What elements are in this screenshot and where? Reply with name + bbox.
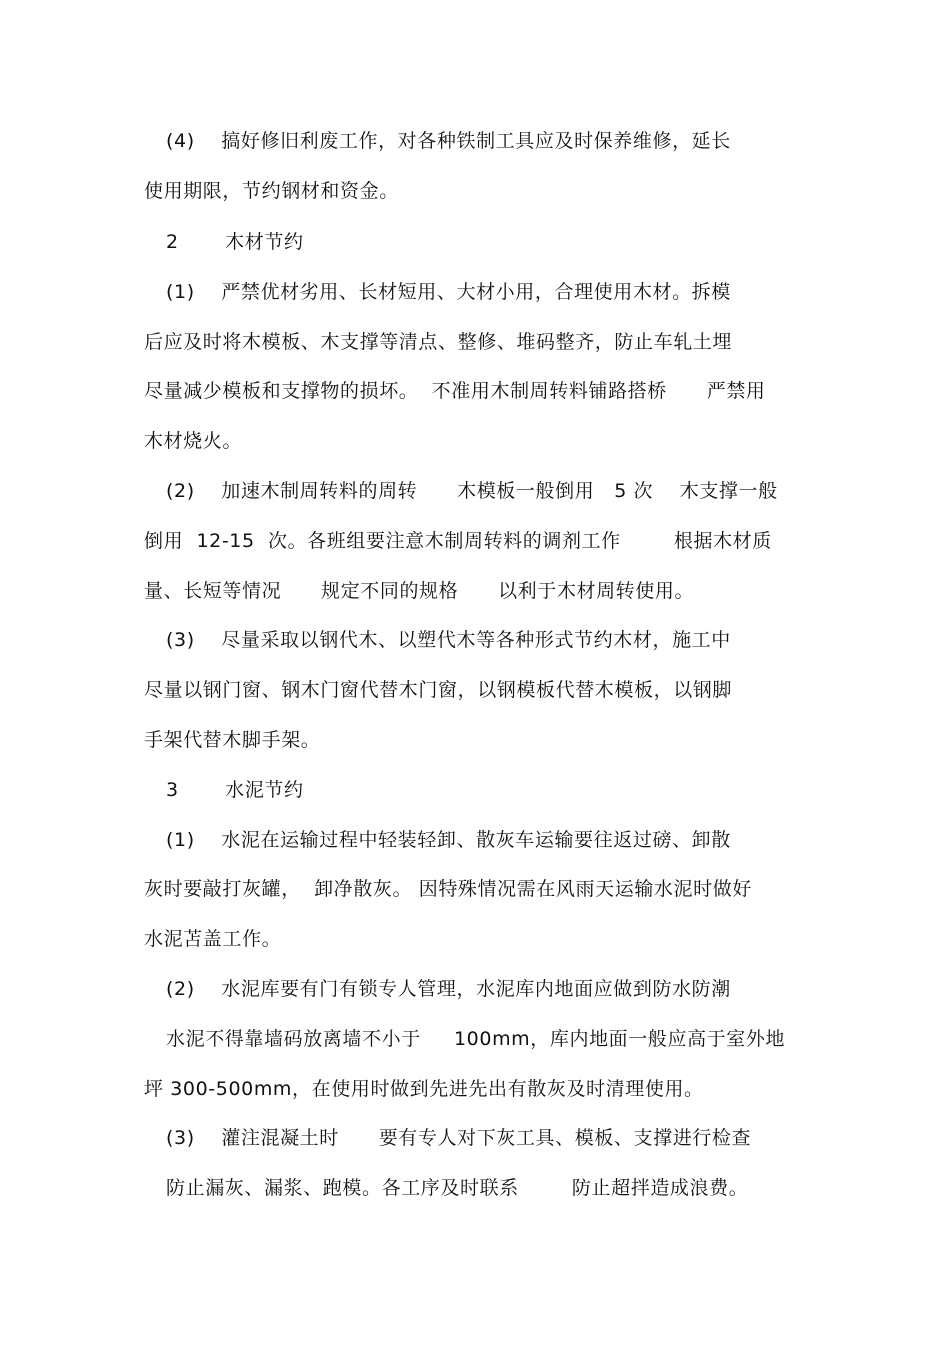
text-line: 尽量以钢门窗、钢木门窗代替木门窗，以钢模板代替木模板，以钢脚: [144, 679, 733, 701]
text-line: 后应及时将木模板、木支撑等清点、整修、堆码整齐，防止车轧土埋: [144, 331, 733, 353]
text-line: (3) 尽量采取以钢代木、以塑代木等各种形式节约木材，施工中: [166, 629, 731, 651]
text-line: (2) 加速木制周转料的周转 木模板一般倒用 5 次 木支撑一般: [166, 480, 778, 502]
text-line: 防止漏灰、漏浆、跑模。各工序及时联系 防止超拌造成浪费。: [166, 1177, 749, 1199]
text-line: (4) 搞好修旧利废工作，对各种铁制工具应及时保养维修，延长: [166, 130, 731, 152]
text-line: 尽量减少模板和支撑物的损坏。 不准用木制周转料铺路搭桥 严禁用: [144, 380, 766, 402]
text-line: (1) 严禁优材劣用、长材短用、大材小用，合理使用木材。拆模: [166, 281, 731, 303]
section-heading: 2 木材节约: [166, 231, 304, 253]
text-line: (1) 水泥在运输过程中轻装轻卸、散灰车运输要往返过磅、卸散: [166, 829, 731, 851]
text-line: 倒用 12-15 次。各班组要注意木制周转料的调剂工作 根据木材质: [144, 530, 772, 552]
text-line: (3) 灌注混凝土时 要有专人对下灰工具、模板、支撑进行检查: [166, 1127, 752, 1149]
text-line: 水泥苫盖工作。: [144, 928, 282, 950]
text-line: 使用期限，节约钢材和资金。: [144, 180, 399, 202]
text-line: 木材烧火。: [144, 430, 243, 452]
text-line: (2) 水泥库要有门有锁专人管理，水泥库内地面应做到防水防潮: [166, 978, 731, 1000]
text-line: 量、长短等情况 规定不同的规格 以利于木材周转使用。: [144, 580, 695, 602]
text-line: 坪 300-500mm，在使用时做到先进先出有散灰及时清理使用。: [144, 1078, 704, 1100]
text-line: 水泥不得靠墙码放离墙不小于 100mm，库内地面一般应高于室外地: [166, 1028, 786, 1050]
text-line: 灰时要敲打灰罐， 卸净散灰。 因特殊情况需在风雨天运输水泥时做好: [144, 878, 752, 900]
section-heading: 3 水泥节约: [166, 779, 304, 801]
text-line: 手架代替木脚手架。: [144, 729, 321, 751]
